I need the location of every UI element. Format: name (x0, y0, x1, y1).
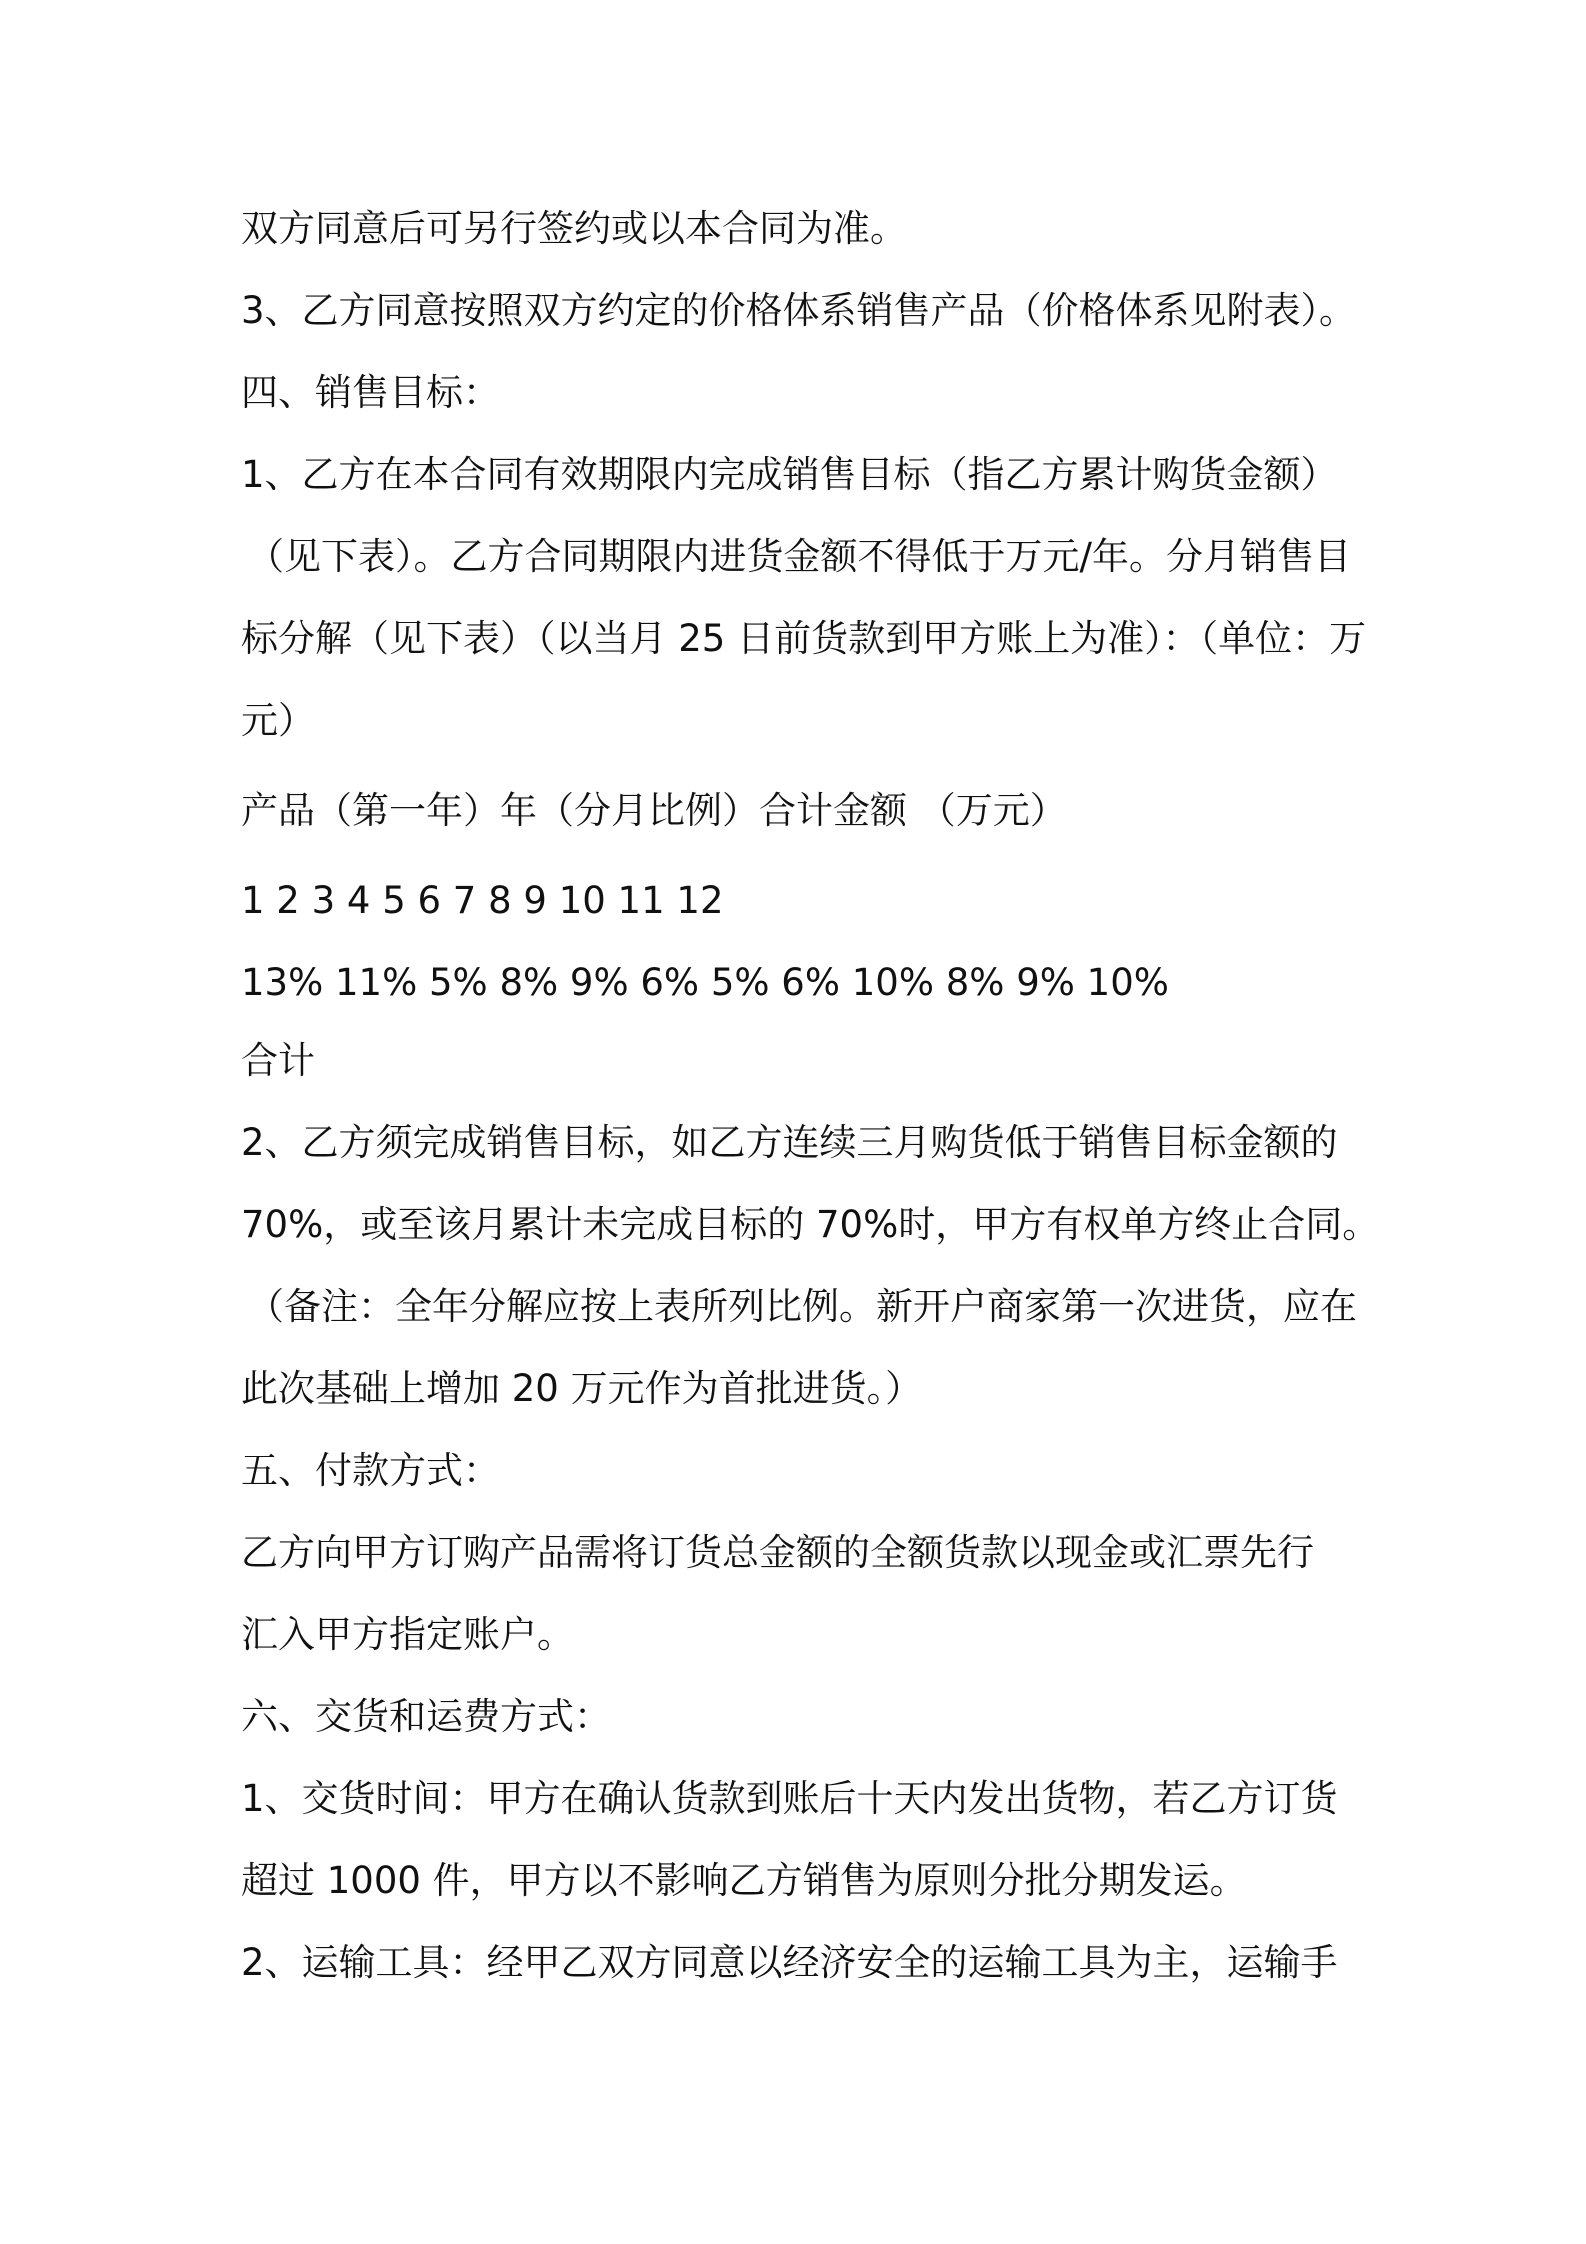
table-header-line: 产品（第一年）年（分月比例）合计金额 （万元） (241, 789, 1067, 832)
text-line: 标分解（见下表）（以当月 25 日前货款到甲方账上为准）：（单位：万 (241, 617, 1367, 660)
text-line: 1、乙方在本合同有效期限内完成销售目标（指乙方累计购货金额） (241, 453, 1338, 496)
table-months-line: 1 2 3 4 5 6 7 8 9 10 11 12 (241, 879, 724, 922)
text-line: 2、运输工具：经甲乙双方同意以经济安全的运输工具为主，运输手 (241, 1941, 1338, 1984)
text-line: （备注：全年分解应按上表所列比例。新开户商家第一次进货，应在 (247, 1285, 1357, 1328)
text-line: 超过 1000 件，甲方以不影响乙方销售为原则分批分期发运。 (241, 1859, 1247, 1902)
text-line: 3、乙方同意按照双方约定的价格体系销售产品（价格体系见附表）。 (241, 289, 1357, 332)
section-heading: 四、销售目标： (241, 371, 500, 414)
text-line: 2、乙方须完成销售目标，如乙方连续三月购货低于销售目标金额的 (241, 1121, 1338, 1164)
text-line: 1、交货时间：甲方在确认货款到账后十天内发出货物，若乙方订货 (241, 1777, 1338, 1820)
text-line: 双方同意后可另行签约或以本合同为准。 (241, 207, 907, 250)
text-line: 70%，或至该月累计未完成目标的 70%时，甲方有权单方终止合同。 (241, 1203, 1380, 1246)
section-heading: 六、交货和运费方式： (241, 1695, 611, 1738)
text-line: （见下表）。乙方合同期限内进货金额不得低于万元/年。分月销售目 (247, 535, 1351, 578)
text-line: 乙方向甲方订购产品需将订货总金额的全额货款以现金或汇票先行 (241, 1531, 1314, 1574)
text-line: 此次基础上增加 20 万元作为首批进货。） (241, 1367, 923, 1410)
section-heading: 五、付款方式： (241, 1449, 500, 1492)
text-line: 汇入甲方指定账户。 (241, 1613, 574, 1656)
text-line: 元） (241, 699, 315, 742)
table-total-line: 合计 (241, 1039, 315, 1082)
table-percent-line: 13% 11% 5% 8% 9% 6% 5% 6% 10% 8% 9% 10% (241, 961, 1169, 1004)
